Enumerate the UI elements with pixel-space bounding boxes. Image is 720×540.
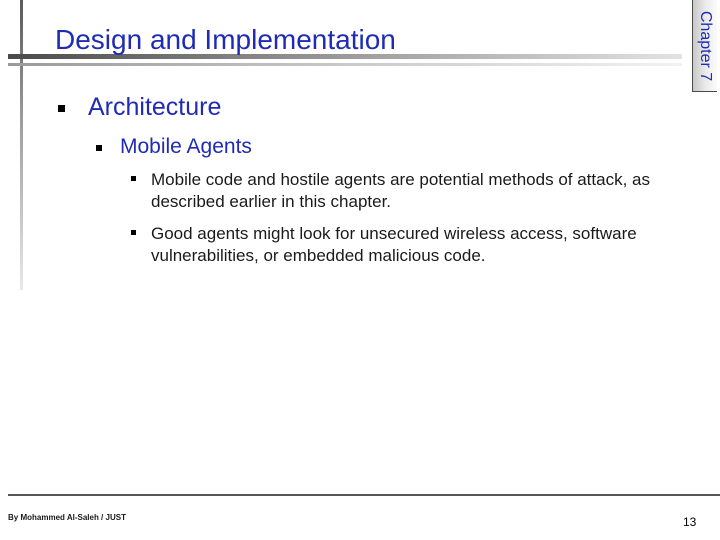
left-decorative-rule (20, 0, 23, 290)
square-bullet-icon (131, 176, 136, 181)
footer-author: By Mohammed Al-Saleh / JUST (8, 513, 126, 522)
slide-title: Design and Implementation (55, 24, 396, 55)
bullet-level3-text: Mobile code and hostile agents are potential methods of attack, as described earlier in this chapter. (151, 170, 650, 211)
chapter-tab (692, 0, 717, 92)
page-number: 13 (683, 515, 697, 529)
bullet-level2-text: Mobile Agents (120, 135, 252, 158)
square-bullet-icon (131, 230, 136, 235)
square-bullet-icon (58, 105, 65, 112)
footer-rule (8, 494, 720, 496)
bullet-level1-text: Architecture (88, 93, 222, 121)
title-underline-bar-secondary (8, 63, 682, 66)
bullet-level3-text: Good agents might look for unsecured wireless access, software vulnerabilities, or embedded malicious code. (151, 224, 637, 265)
square-bullet-icon (96, 145, 102, 151)
chapter-label: Chapter 7 (697, 10, 714, 81)
